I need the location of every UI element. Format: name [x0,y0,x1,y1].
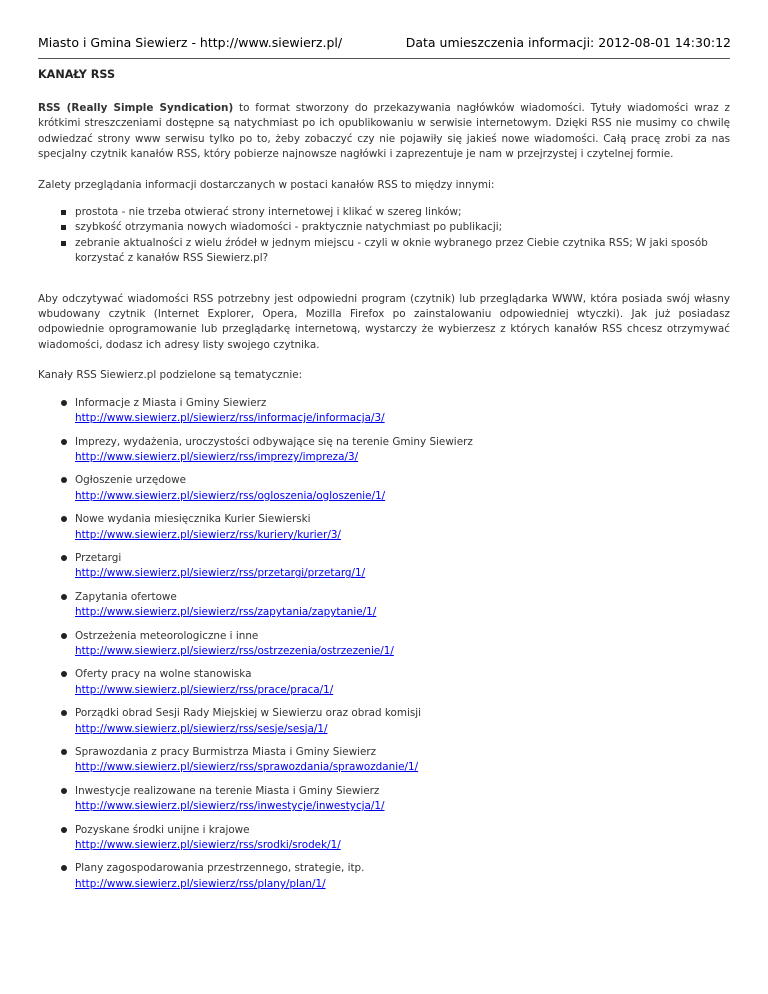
feed-link[interactable]: http://www.siewierz.pl/siewierz/rss/inwestycje/inwestycja/1/ [75,800,385,813]
list-item: prostota - nie trzeba otwierać strony internetowej i klikać w szereg linków; [75,205,730,220]
feed-item [75,473,730,504]
feed-item [75,512,730,543]
feed-item [75,784,730,815]
feed-name: Pozyskane środki unijne i krajowe [75,823,250,836]
feed-link[interactable]: http://www.siewierz.pl/siewierz/rss/zapytania/zapytanie/1/ [75,606,377,619]
feed-name: Imprezy, wydażenia, uroczystości odbywające się na terenie Gminy Siewierz [75,435,473,448]
intro-strong: RSS (Really Simple Syndication) [38,102,234,114]
feeds-list [38,396,730,893]
page-header [38,35,731,51]
feed-name: Informacje z Miasta i Gminy Siewierz [75,396,267,409]
feed-item [75,590,730,621]
feed-item [75,435,730,466]
advantages-intro: Zalety przeglądania informacji dostarczanych w postaci kanałów RSS to między innymi: [38,178,495,191]
feed-name: Przetargi [75,551,122,564]
site-name: Miasto i Gmina Siewierz - http://www.siewierz.pl/ [38,35,343,50]
feed-item [75,745,730,776]
feed-name: Oferty pracy na wolne stanowiska [75,668,252,681]
feed-item [75,861,730,892]
feed-link[interactable]: http://www.siewierz.pl/siewierz/rss/informacje/informacja/3/ [75,412,385,425]
feeds-intro: Kanały RSS Siewierz.pl podzielone są tematycznie: [38,369,303,382]
feed-link[interactable]: http://www.siewierz.pl/siewierz/rss/plany/plan/1/ [75,877,326,890]
feed-link[interactable]: http://www.siewierz.pl/siewierz/rss/sesje/sesja/1/ [75,722,328,735]
feed-link[interactable]: http://www.siewierz.pl/siewierz/rss/prace/praca/1/ [75,683,334,696]
feed-item [75,706,730,737]
page-title: KANAŁY RSS [38,68,116,81]
feed-link[interactable]: http://www.siewierz.pl/siewierz/rss/ogloszenia/ogloszenie/1/ [75,489,386,502]
feed-item [75,551,730,582]
feed-item [75,823,730,854]
list-item: szybkość otrzymania nowych wiadomości - praktycznie natychmiast po publikacji; [75,220,730,235]
feed-item [75,667,730,698]
feed-name: Ogłoszenie urzędowe [75,474,187,487]
list-item: zebranie aktualności z wielu źródeł w jednym miejscu - czyli w oknie wybranego przez Ciebie czytnika RSS; W jaki sposób korzystać z kanałów RSS Siewierz.pl? [75,236,730,267]
feed-name: Porządki obrad Sesji Rady Miejskiej w Siewierzu oraz obrad komisji [75,707,422,720]
feed-name: Inwestycje realizowane na terenie Miasta i Gminy Siewierz [75,784,380,797]
feed-name: Zapytania ofertowe [75,590,177,603]
feed-name: Plany zagospodarowania przestrzennego, strategie, itp. [75,862,365,875]
feed-name: Nowe wydania miesięcznika Kurier Siewierski [75,513,311,526]
intro-text: to format stworzony do przekazywania nagłówków wiadomości. Tytuły wiadomości wraz z krótkimi streszczeniami dostępne są natychmiast po ich opublikowaniu w serwisie internetowym. Dzięki RSS nie musimy co chwilę odwiedzać strony www serwisu tylko po to, żeby zobaczyć czy nie pojawiły się jakieś nowe wiadomości. Całą pracę zrobi za nas specjalny czytnik kanałów RSS, który pobierze najnowsze nagłówki i zaprezentuje je nam w przejrzystej i czytelnej formie. [38,102,730,161]
feed-link[interactable]: http://www.siewierz.pl/siewierz/rss/przetargi/przetarg/1/ [75,567,366,580]
feed-item [75,396,730,427]
feed-item [75,629,730,660]
header-divider [38,58,730,59]
advantages-list [38,205,730,267]
feed-link[interactable]: http://www.siewierz.pl/siewierz/rss/sprawozdania/sprawozdanie/1/ [75,761,419,774]
feed-link[interactable]: http://www.siewierz.pl/siewierz/rss/kuriery/kurier/3/ [75,528,341,541]
feed-link[interactable]: http://www.siewierz.pl/siewierz/rss/srodki/srodek/1/ [75,839,341,852]
intro-paragraph [38,101,730,163]
publish-date: Data umieszczenia informacji: 2012-08-01 14:30:12 [405,35,731,50]
feed-link[interactable]: http://www.siewierz.pl/siewierz/rss/ostrzezenia/ostrzezenie/1/ [75,644,394,657]
feed-link[interactable]: http://www.siewierz.pl/siewierz/rss/imprezy/impreza/3/ [75,450,359,463]
feed-name: Sprawozdania z pracy Burmistrza Miasta i Gminy Siewierz [75,746,377,758]
feed-name: Ostrzeżenia meteorologiczne i inne [75,629,259,642]
reader-paragraph: Aby odczytywać wiadomości RSS potrzebny jest odpowiedni program (czytnik) lub przeglądarka WWW, która posiada swój własny wbudowany czytnik (Internet Explorer, Opera, Mozilla Firefox po zainstalowaniu odpowiedniej wtyczki). Jak już posiadasz odpowiednie oprogramowanie lub przeglądarkę internetową, wystarczy że wybierzesz z których kanałów RSS chcesz otrzymywać wiadomości, dodasz ich adresy listy swojego czytnika. [38,292,730,351]
document-body [38,68,730,900]
